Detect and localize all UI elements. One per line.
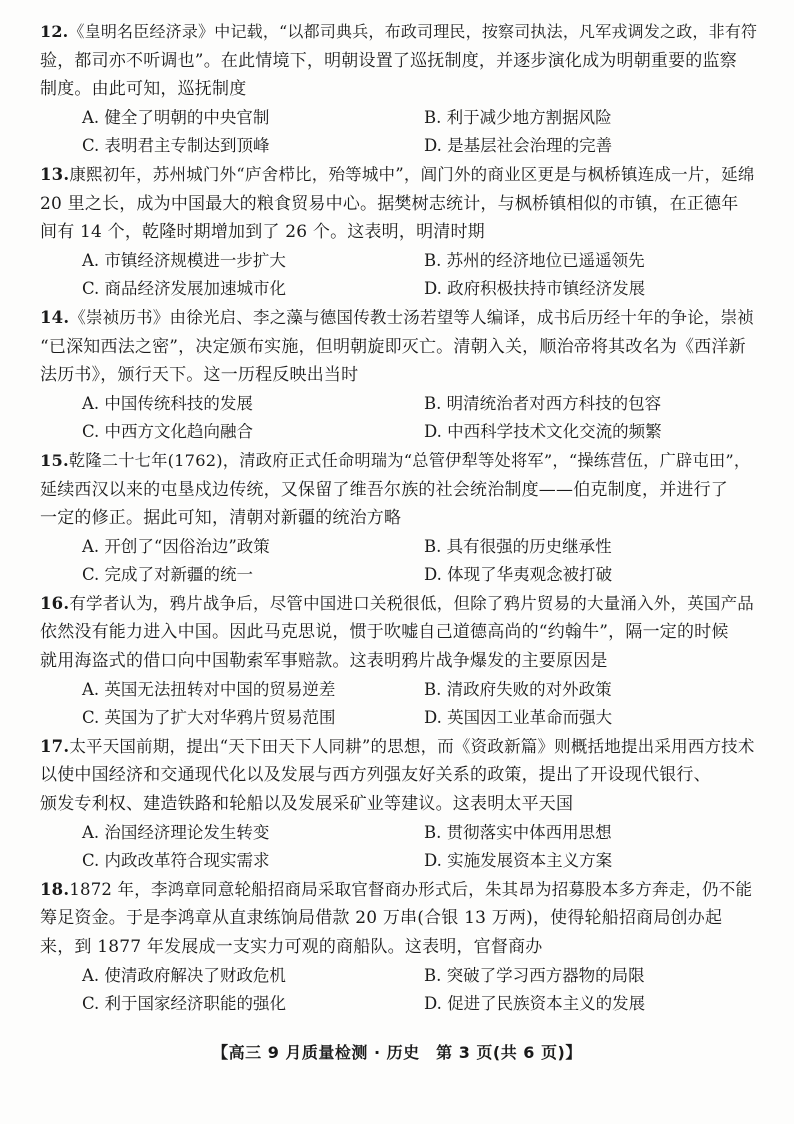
answer-option-b: B. 苏州的经济地位已遥遥领先 <box>424 250 645 270</box>
question-17 <box>40 733 760 876</box>
answer-option-c: C. 表明君主专制达到顶峰 <box>82 136 270 156</box>
stem-text: 有学者认为，鸦片战争后，尽管中国进口关税很低，但除了鸦片贸易的大量涌入外，英国产品 <box>69 593 755 613</box>
stem-text: 法历书》，颁行天下。这一历程反映出当时 <box>40 365 359 386</box>
answer-option-b: B. 突破了学习西方器物的局限 <box>424 965 645 985</box>
answer-option-b: B. 明清统治者对西方科技的包容 <box>424 393 662 413</box>
question-stem <box>40 876 760 962</box>
stem-text: 康熙初年，苏州城门外“庐舍栉比，殆等城中”，阊门外的商业区更是与枫桥镇连成一片，延绵 <box>69 164 755 184</box>
question-14 <box>40 304 760 447</box>
answer-option-d: D. 体现了华夷观念被打破 <box>424 565 613 585</box>
stem-line <box>40 733 760 762</box>
answer-option-c: C. 内政改革符合现实需求 <box>82 851 270 871</box>
question-18 <box>40 876 760 1019</box>
stem-text: 间有 14 个，乾隆时期增加到了 26 个。这表明，明清时期 <box>40 222 485 243</box>
answer-option-a: A. 英国无法扭转对中国的贸易逆差 <box>82 679 336 699</box>
stem-text: 《崇祯历书》由徐光启、李之藻与德国传教士汤若望等人编译，成书后历经十年的争论，崇祯 <box>69 307 755 327</box>
question-stem <box>40 304 760 390</box>
stem-line <box>40 647 760 676</box>
answer-option-d: D. 英国因工业革命而强大 <box>424 708 613 728</box>
question-16 <box>40 590 760 733</box>
answer-options <box>82 819 760 876</box>
answer-options <box>82 676 760 733</box>
stem-line <box>40 333 760 362</box>
stem-line <box>40 447 760 476</box>
stem-text: 乾隆二十七年(1762)，清政府正式任命明瑞为“总管伊犁等处将军”，“操练营伍，广辟屯田”， <box>68 450 751 470</box>
question-number: 17. <box>40 736 70 756</box>
stem-text: “已深知西法之密”，决定颁布实施，但明朝旋即灭亡。清朝入关，顺治帝将其改名为《西洋新 <box>40 336 746 357</box>
question-stem <box>40 18 760 104</box>
question-list <box>40 18 760 1019</box>
stem-text: 制度。由此可知，巡抚制度 <box>40 79 247 100</box>
question-stem <box>40 590 760 676</box>
stem-line <box>40 504 760 533</box>
stem-text: 20 里之长，成为中国最大的粮食贸易中心。据樊树志统计，与枫桥镇相似的市镇，在正德年 <box>40 193 739 214</box>
stem-line <box>40 361 760 390</box>
question-number: 12. <box>40 22 69 41</box>
stem-text: 依然没有能力进入中国。因此马克思说，惯于吹嘘自己道德高尚的“约翰牛”，隔一定的时候 <box>40 622 729 643</box>
question-number: 18. <box>40 879 70 899</box>
stem-text: 筹足资金。于是李鸿章从直隶练饷局借款 20 万串(合银 13 万两)，使得轮船招商局创办起 <box>40 908 723 929</box>
stem-line <box>40 904 760 933</box>
stem-text: 太平天国前期，提出“天下田天下人同耕”的思想，而《资政新篇》则概括地提出采用西方技术 <box>69 736 755 756</box>
answer-options <box>82 247 760 304</box>
answer-option-c: C. 中西方文化趋向融合 <box>82 422 254 442</box>
stem-text: 验，都司亦不听调也”。在此情境下，明朝设置了巡抚制度，并逐步演化成为明朝重要的监察 <box>40 50 737 71</box>
stem-line <box>40 304 760 333</box>
stem-line <box>40 47 760 76</box>
stem-line <box>40 75 760 104</box>
stem-line <box>40 876 760 905</box>
question-stem <box>40 447 760 533</box>
stem-line <box>40 590 760 619</box>
stem-text: 就用海盗式的借口向中国勒索军事赔款。这表明鸦片战争爆发的主要原因是 <box>40 651 608 672</box>
answer-option-a: A. 市镇经济规模进一步扩大 <box>82 250 286 270</box>
answer-option-b: B. 贯彻落实中体西用思想 <box>424 822 612 842</box>
answer-option-c: C. 商品经济发展加速城市化 <box>82 279 287 299</box>
question-stem <box>40 161 760 247</box>
answer-option-d: D. 促进了民族资本主义的发展 <box>424 994 646 1014</box>
question-number: 16. <box>40 593 70 613</box>
question-number: 14. <box>40 307 70 327</box>
stem-line <box>40 218 760 247</box>
answer-option-c: C. 利于国家经济职能的强化 <box>82 994 287 1014</box>
stem-text: 以使中国经济和交通现代化以及发展与西方列强友好关系的政策，提出了开设现代银行、 <box>40 765 711 786</box>
stem-text: 一定的修正。据此可知，清朝对新疆的统治方略 <box>40 508 402 529</box>
question-stem <box>40 733 760 819</box>
answer-options <box>82 533 760 590</box>
answer-option-b: B. 清政府失败的对外政策 <box>424 679 612 699</box>
stem-line <box>40 161 760 190</box>
answer-option-b: B. 利于减少地方割据风险 <box>424 107 612 127</box>
stem-line <box>40 761 760 790</box>
answer-options <box>82 104 760 161</box>
answer-options <box>82 390 760 447</box>
question-13 <box>40 161 760 304</box>
stem-line <box>40 933 760 962</box>
stem-text: 颁发专利权、建造铁路和轮船以及发展采矿业等建议。这表明太平天国 <box>40 794 574 815</box>
question-12 <box>40 18 760 161</box>
stem-text: 1872 年，李鸿章同意轮船招商局采取官督商办形式后，朱其昂为招募股本多方奔走，仍不能 <box>69 879 753 899</box>
stem-line <box>40 190 760 219</box>
answer-option-d: D. 实施发展资本主义方案 <box>424 851 613 871</box>
question-number: 15. <box>40 450 69 470</box>
question-number: 13. <box>40 164 70 184</box>
answer-options <box>82 962 760 1019</box>
stem-text: 《皇明名臣经济录》中记载，“以都司典兵，布政司理民，按察司执法，凡军戎调发之政，非有符 <box>68 22 758 41</box>
answer-option-b: B. 具有很强的历史继承性 <box>424 536 612 556</box>
answer-option-a: A. 使清政府解决了财政危机 <box>82 965 286 985</box>
stem-line <box>40 618 760 647</box>
stem-line <box>40 790 760 819</box>
answer-option-c: C. 完成了对新疆的统一 <box>82 565 254 585</box>
stem-text: 延续西汉以来的屯垦戍边传统，又保留了维吾尔族的社会统治制度——伯克制度，并进行了 <box>40 479 728 500</box>
stem-text: 来，到 1877 年发展成一支实力可观的商船队。这表明，官督商办 <box>40 937 543 957</box>
answer-option-a: A. 开创了“因俗治边”政策 <box>82 536 270 556</box>
stem-line <box>40 18 760 47</box>
page-footer: 【高三 9 月质量检测 · 历史 第 3 页(共 6 页)】 <box>212 1043 582 1062</box>
answer-option-a: A. 中国传统科技的发展 <box>82 393 253 413</box>
answer-option-d: D. 是基层社会治理的完善 <box>424 136 613 156</box>
answer-option-a: A. 治国经济理论发生转变 <box>82 822 270 842</box>
answer-option-c: C. 英国为了扩大对华鸦片贸易范围 <box>82 708 336 728</box>
answer-option-d: D. 中西科学技术文化交流的频繁 <box>424 422 662 442</box>
stem-line <box>40 476 760 505</box>
question-15 <box>40 447 760 590</box>
answer-option-d: D. 政府积极扶持市镇经济发展 <box>424 279 646 299</box>
answer-option-a: A. 健全了明朝的中央官制 <box>82 107 270 127</box>
